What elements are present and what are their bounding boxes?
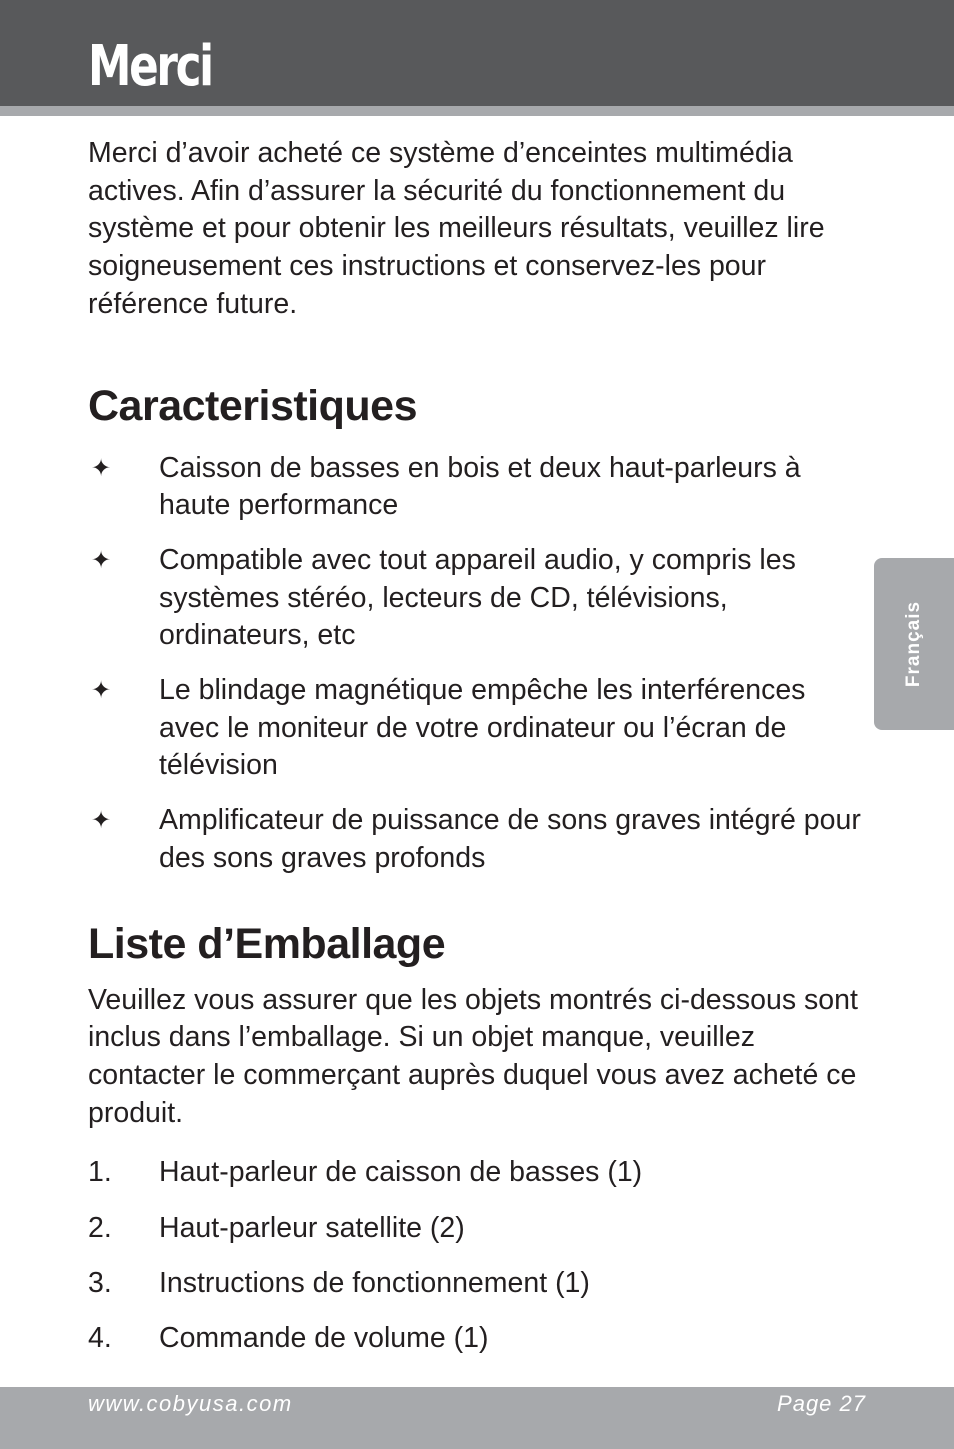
packing-list-item <box>88 1210 868 1248</box>
item-label: Instructions de fonctionnement (1) <box>159 1266 590 1299</box>
packing-list-item <box>88 1265 868 1303</box>
item-label: Commande de volume (1) <box>159 1321 489 1354</box>
page-number: Page 27 <box>777 1391 866 1416</box>
feature-text: Le blindage magnétique empêche les interférences avec le moniteur de votre ordinateur ou l’écran de télévision <box>159 674 806 782</box>
features-list-item <box>88 450 868 525</box>
star-bullet-icon: ✦ <box>91 807 112 835</box>
packing-list <box>88 1154 868 1357</box>
item-label: Haut-parleur de caisson de basses (1) <box>159 1156 643 1189</box>
star-bullet-icon: ✦ <box>91 454 112 482</box>
features-list-item <box>88 542 868 655</box>
feature-text: Compatible avec tout appareil audio, y compris les systèmes stéréo, lecteurs de CD, télévisions, ordinateurs, etc <box>159 543 796 652</box>
features-list <box>88 450 868 878</box>
intro-paragraph: Merci d’avoir acheté ce système d’enceintes multimédia actives. Afin d’assurer la sécurité du fonctionnement du système et pour obtenir les meilleurs résultats, veuillez lire soigneusement ces instructions et conservez-les pour référence future. <box>88 137 825 320</box>
packing-list-paragraph: Veuillez vous assurer que les objets montrés ci-dessous sont inclus dans l’emballage. Si un objet manque, veuillez contacter le commerçant auprès duquel vous avez acheté ce produit. <box>88 983 858 1129</box>
footer-url: www.cobyusa.com <box>88 1391 293 1416</box>
item-number: 2. <box>88 1211 112 1244</box>
packing-list-item <box>88 1154 868 1192</box>
feature-text: Caisson de basses en bois et deux haut-parleurs à haute performance <box>159 451 801 522</box>
item-label: Haut-parleur satellite (2) <box>159 1211 465 1244</box>
features-list-item <box>88 672 868 785</box>
page-content <box>88 135 868 1375</box>
language-tab-label: Français <box>903 600 924 688</box>
item-number: 1. <box>88 1156 112 1189</box>
language-tab <box>874 558 954 730</box>
star-bullet-icon: ✦ <box>91 546 112 574</box>
page-title: Merci <box>88 34 212 99</box>
page-footer <box>0 1387 954 1449</box>
item-number: 4. <box>88 1321 112 1354</box>
feature-text: Amplificateur de puissance de sons graves intégré pour des sons graves profonds <box>159 804 861 874</box>
page-header <box>0 0 954 106</box>
packing-list-heading: Liste d’Emballage <box>88 919 446 968</box>
star-bullet-icon: ✦ <box>91 677 112 705</box>
item-number: 3. <box>88 1266 112 1299</box>
features-heading: Caracteristiques <box>88 381 417 430</box>
header-divider <box>0 106 954 116</box>
features-list-item <box>88 802 868 877</box>
packing-list-item <box>88 1320 868 1358</box>
